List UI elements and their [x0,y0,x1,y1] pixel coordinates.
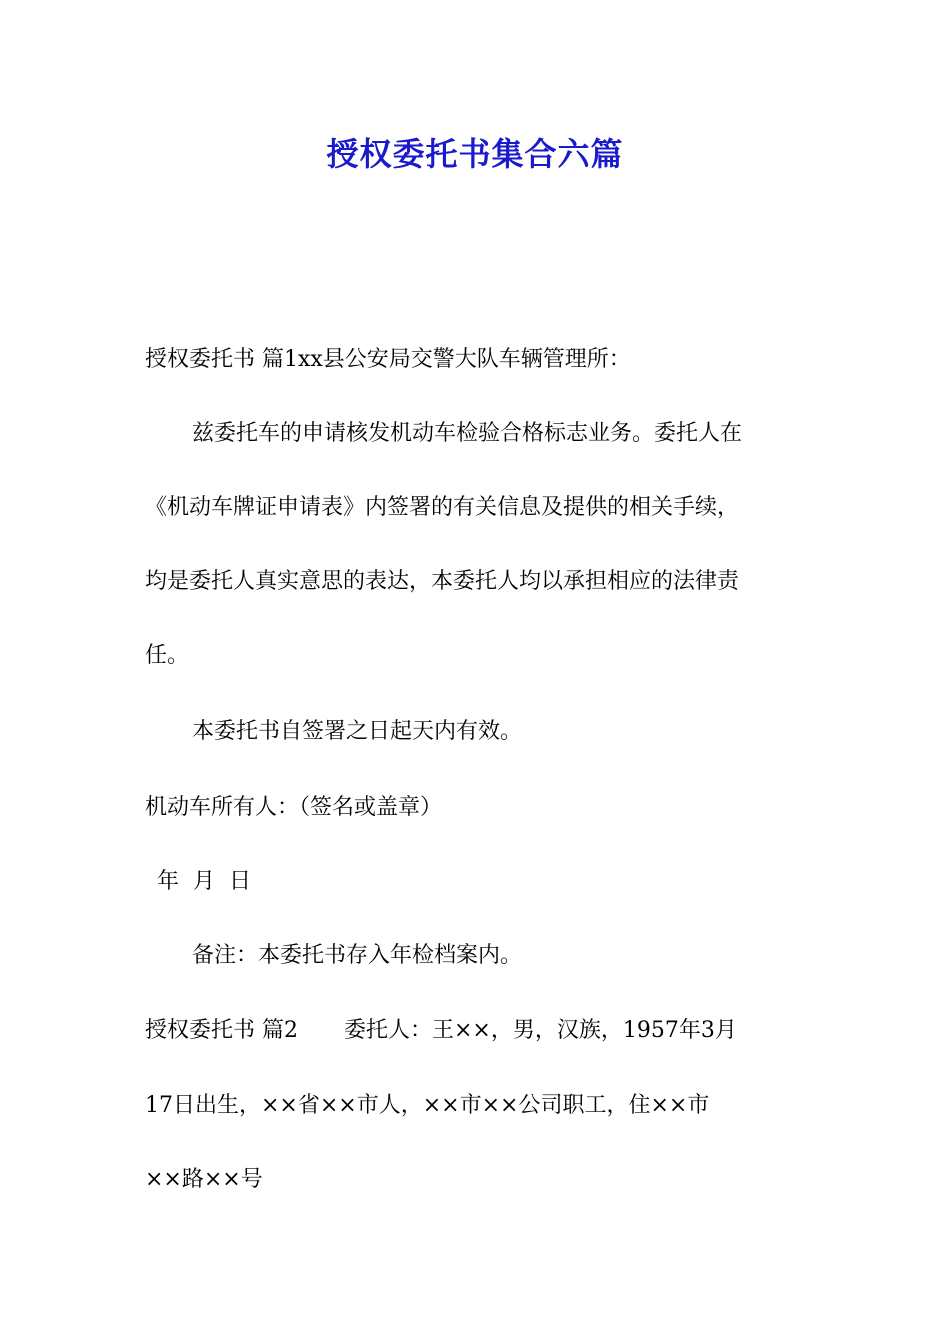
document-title: 授权委托书集合六篇 [326,135,624,173]
paragraph-line-6: 本委托书自签署之日起天内有效。 [192,719,523,744]
date-year: 年 [157,869,180,894]
paragraph-line-3: 《机动车牌证申请表》内签署的有关信息及提供的相关手续， [145,495,740,520]
paragraph-line-9: 17日出生，××省××市人，××市××公司职工，住××市 [145,1093,710,1118]
date-month: 月 [193,869,216,894]
paragraph-line-4: 均是委托人真实意思的表达，本委托人均以承担相应的法律责 [145,569,740,594]
paragraph-line-8: 备注：本委托书存入年检档案内。 [192,943,523,968]
paragraph-line-10: ××路××号 [145,1167,263,1192]
paragraph-line-5: 任。 [145,643,190,668]
date-day: 日 [229,869,252,894]
paragraph-line-2: 兹委托车的申请核发机动车检验合格标志业务。委托人在 [192,421,743,446]
section2-heading: 授权委托书 篇2 [145,1018,298,1043]
date-line [157,866,822,898]
paragraph-line-7: 机动车所有人：（签名或盖章） [145,795,443,820]
section2-line [145,1015,810,1047]
paragraph-line-1: 授权委托书 篇1xx县公安局交警大队车辆管理所： [145,347,631,372]
section2-text: 委托人：王××，男，汉族，1957年3月 [344,1018,737,1043]
